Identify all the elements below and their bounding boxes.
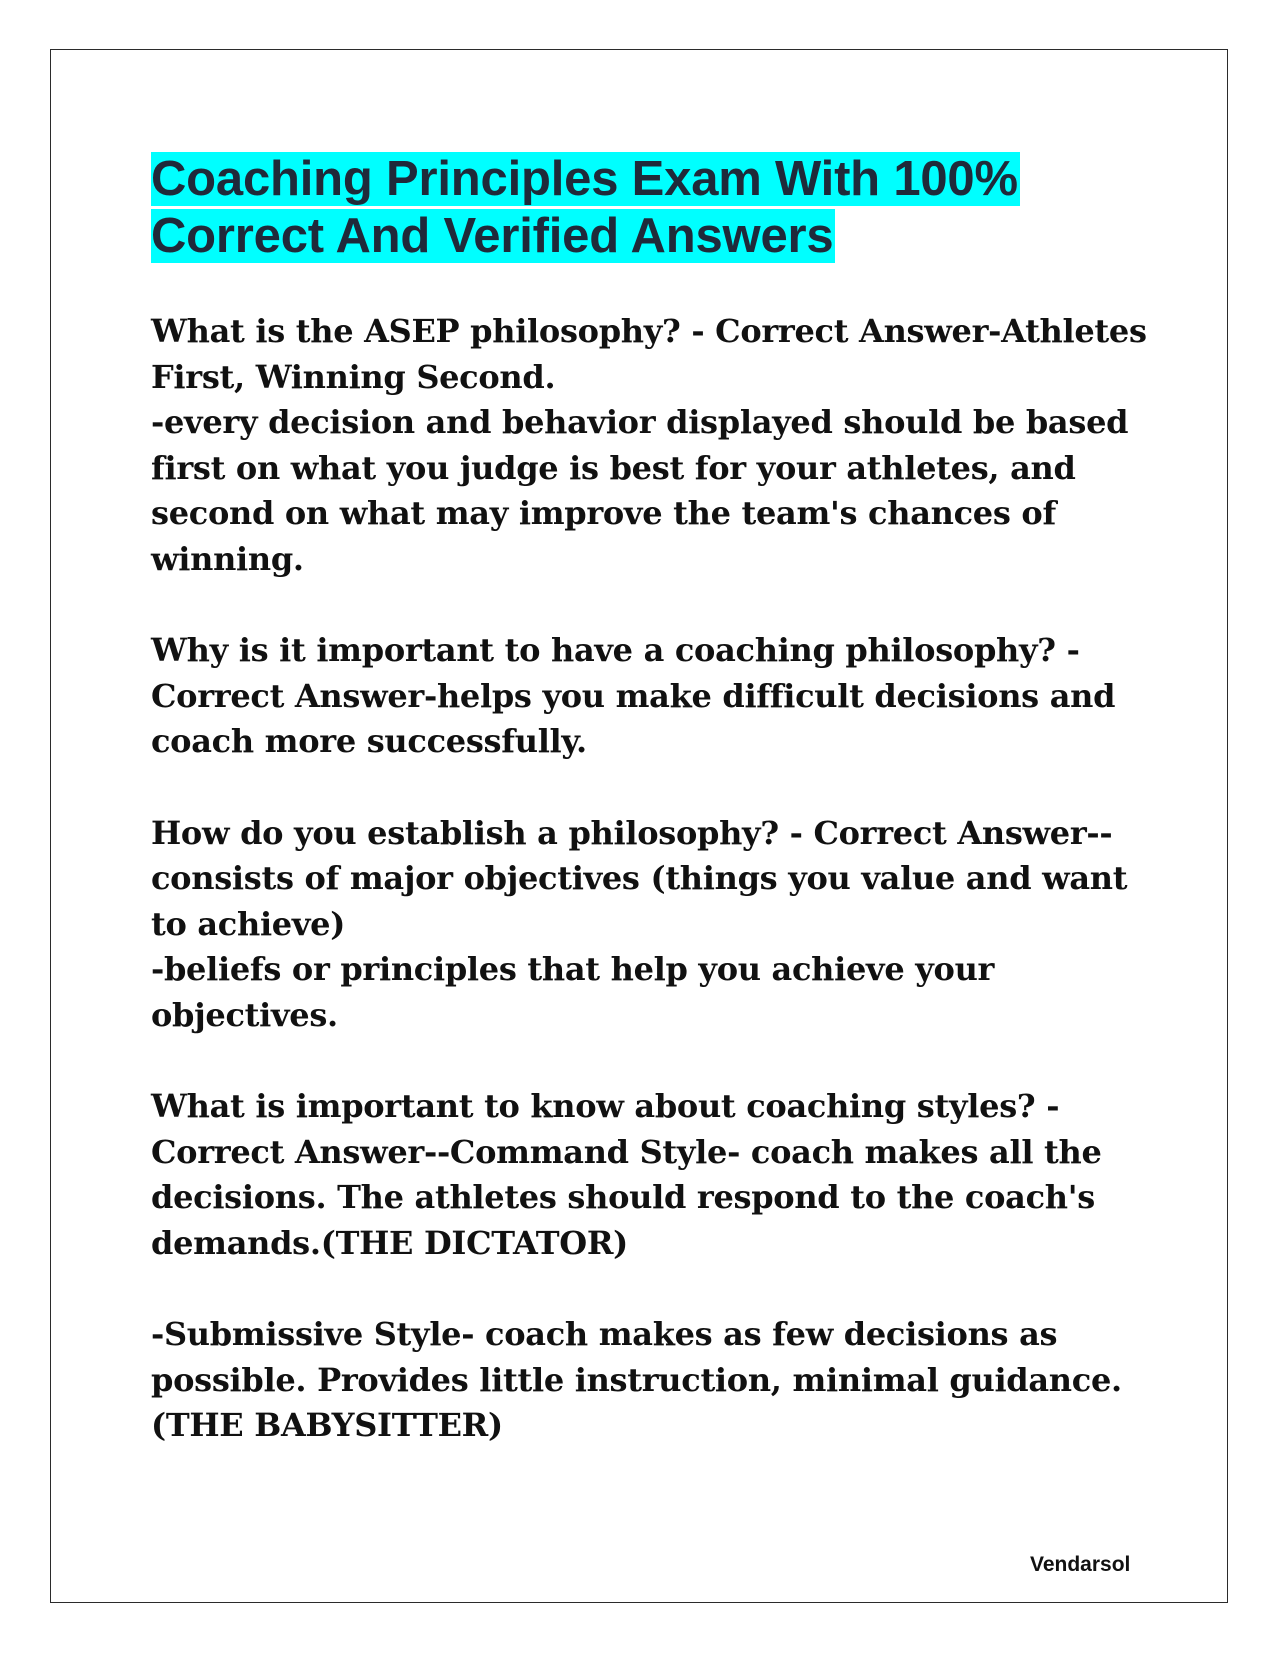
qa-paragraph: What is the ASEP philosophy? - Correct Answer-Athletes First, Winning Second. bbox=[151, 312, 1147, 396]
qa-paragraph: -Submissive Style- coach makes as few decisions as possible. Provides little instruction, minimal guidance. (THE BABYSITTER) bbox=[151, 1315, 1122, 1445]
title-line-1: Coaching Principles Exam With 100% bbox=[151, 152, 1018, 206]
qa-paragraph: What is important to know about coaching styles? - Correct Answer--Command Style- coach makes all the decisions. The athletes should respond to the coach's demands.(THE DICTATOR) bbox=[151, 1087, 1102, 1262]
qa-item-why-philosophy bbox=[151, 628, 1151, 765]
qa-item-asep-philosophy bbox=[151, 309, 1151, 583]
qa-item-coaching-styles bbox=[151, 1084, 1151, 1266]
qa-paragraph: How do you establish a philosophy? - Correct Answer--consists of major objectives (things you value and want to achieve) bbox=[151, 813, 1128, 943]
qa-item-submissive-style bbox=[151, 1312, 1151, 1449]
title-line-2: Correct And Verified Answers bbox=[151, 209, 834, 263]
qa-paragraph: -beliefs or principles that help you achieve your objectives. bbox=[151, 950, 995, 1034]
qa-paragraph: Why is it important to have a coaching philosophy? - Correct Answer-helps you make difficult decisions and coach more successfully. bbox=[151, 631, 1116, 761]
document-content bbox=[151, 151, 1151, 1494]
qa-paragraph: -every decision and behavior displayed should be based first on what you judge is best for your athletes, and second on what may improve the team's chances of winning. bbox=[151, 403, 1129, 578]
document-title bbox=[151, 151, 1151, 265]
qa-item-establish-philosophy bbox=[151, 811, 1151, 1039]
qa-list bbox=[151, 309, 1151, 1449]
footer-brand: Vendarsol bbox=[1030, 1553, 1131, 1576]
